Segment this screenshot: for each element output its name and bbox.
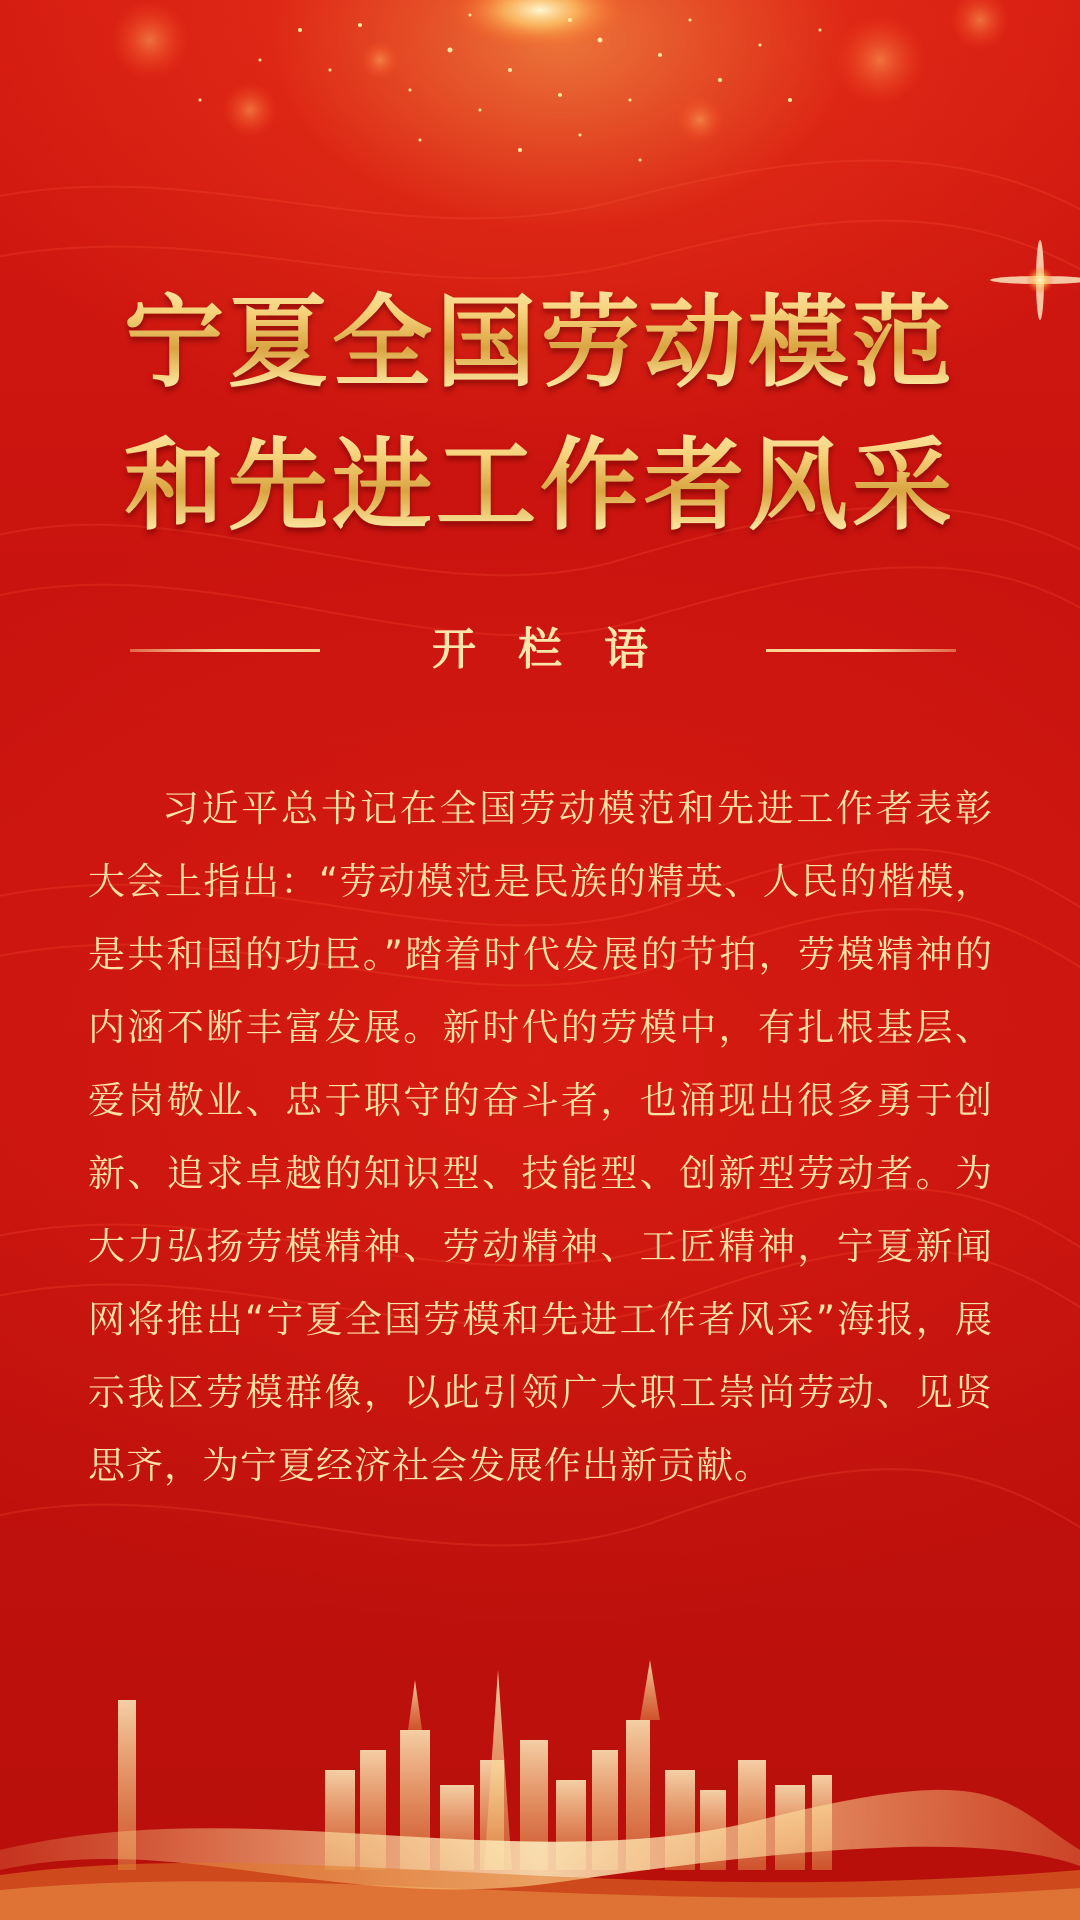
divider-right	[766, 649, 956, 652]
body-paragraph: 习近平总书记在全国劳动模范和先进工作者表彰大会上指出：“劳动模范是民族的精英、人民的楷模，是共和国的功臣。”踏着时代发展的节拍，劳模精神的内涵不断丰富发展。新时代的劳模中，有扎根基层、爱岗敬业、忠于职守的奋斗者，也涌现出很多勇于创新、追求卓越的知识型、技能型、创新型劳动者。为大力弘扬劳模精神、劳动精神、工匠精神，宁夏新闻网将推出“宁夏全国劳模和先进工作者风采”海报，展示我区劳模群像，以此引领广大职工崇尚劳动、见贤思齐，为宁夏经济社会发展作出新贡献。	[88, 787, 993, 1487]
section-title: 开栏语	[432, 624, 690, 675]
section-header	[0, 618, 1080, 682]
city-skyline-decoration	[0, 1620, 1080, 1920]
poster-title-line-2: 和先进工作者风采	[0, 405, 1080, 549]
poster-title-line-1: 宁夏全国劳动模范	[0, 262, 1080, 406]
